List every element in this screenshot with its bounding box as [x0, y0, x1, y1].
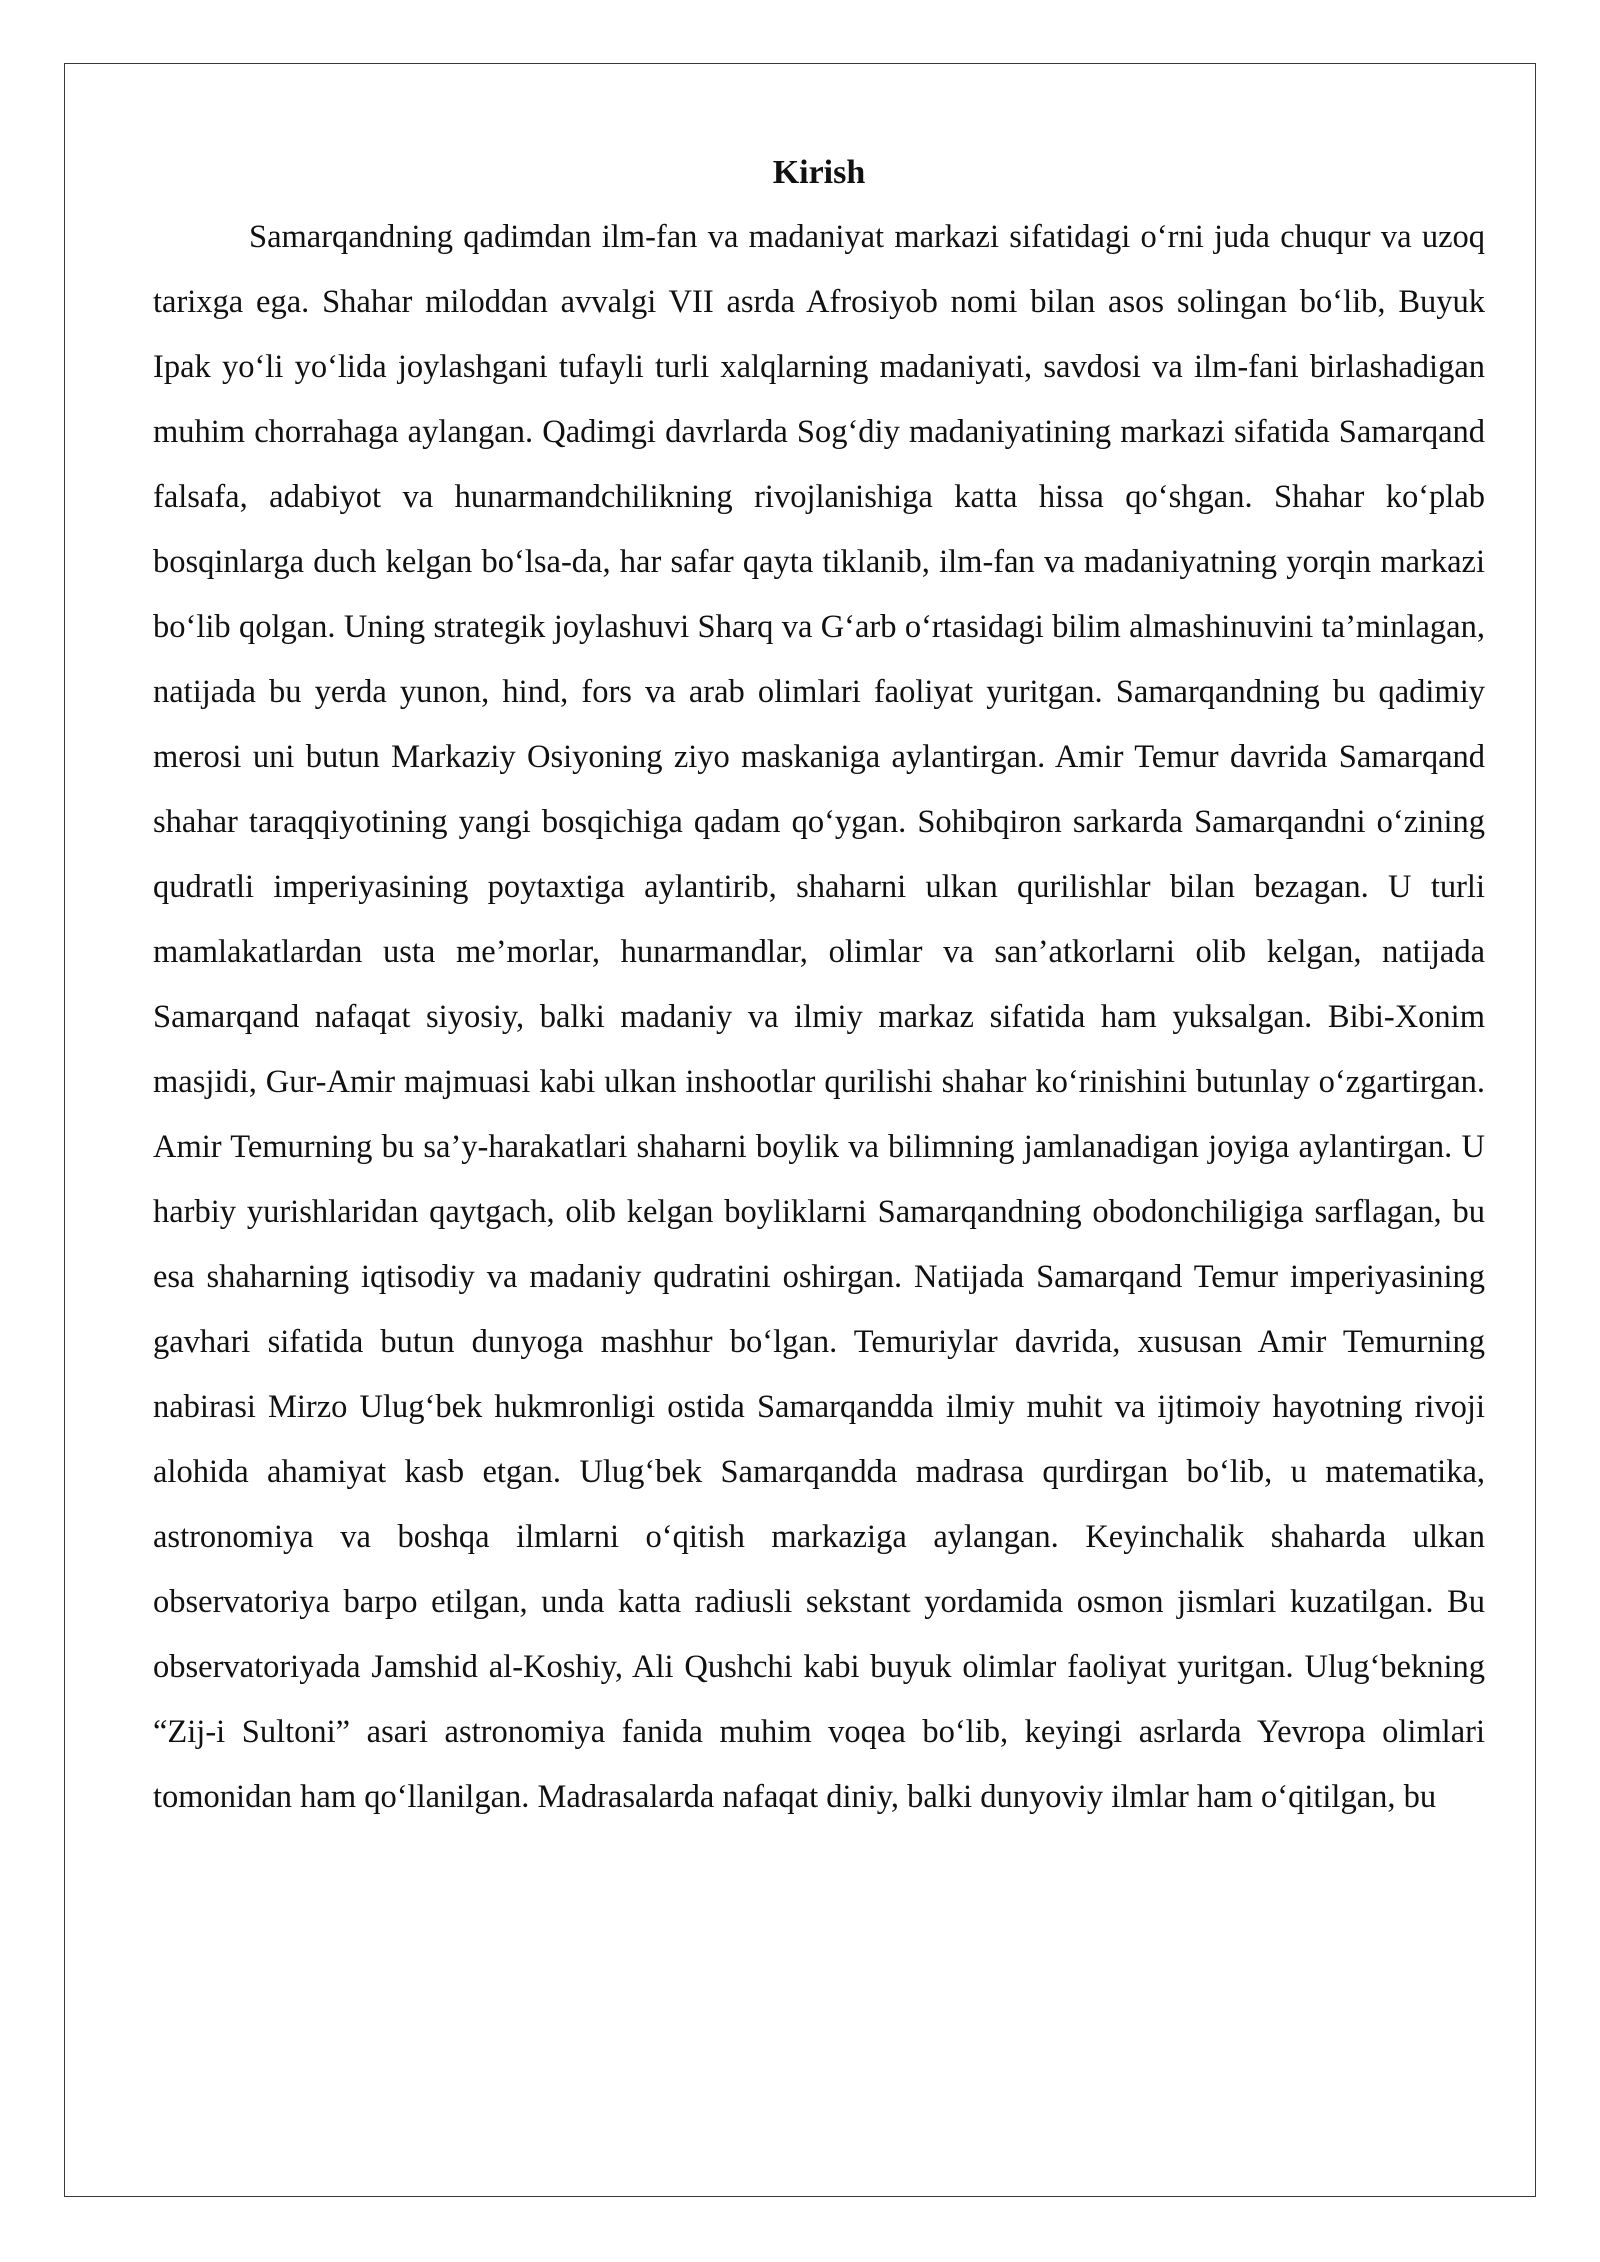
document-title: Kirish — [772, 154, 866, 191]
document-body — [153, 140, 1485, 1830]
body-paragraph: Samarqandning qadimdan ilm-fan va madaniyat markazi sifatidagi o‘rni juda chuqur va uzoq tarixga ega. Shahar miloddan avvalgi VII asrda Afrosiyob nomi bilan asos solingan bo‘lib, Buyuk Ipak yo‘li yo‘lida joylashgani tufayli turli xalqlarning madaniyati, savdosi va ilm-fani birlashadigan muhim chorrahaga aylangan. Qadimgi davrlarda Sog‘diy madaniyatining markazi sifatida Samarqand falsafa, adabiyot va hunarmandchilikning rivojlanishiga katta hissa qo‘shgan. Shahar ko‘plab bosqinlarga duch kelgan bo‘lsa-da, har safar qayta tiklanib, ilm-fan va madaniyatning yorqin markazi bo‘lib qolgan. Uning strategik joylashuvi Sharq va G‘arb o‘rtasidagi bilim almashinuvini ta’minlagan, natijada bu yerda yunon, hind, fors va arab olimlari faoliyat yuritgan. Samarqandning bu qadimiy merosi uni butun Markaziy Osiyoning ziyo maskaniga aylantirgan. Amir Temur davrida Samarqand shahar taraqqiyotining yangi bosqichiga qadam qo‘ygan. Sohibqiron sarkarda Samarqandni o‘zining qudratli imperiyasining poytaxtiga aylantirib, shaharni ulkan qurilishlar bilan bezagan. U turli mamlakatlardan usta me’morlar, hunarmandlar, olimlar va san’atkorlarni olib kelgan, natijada Samarqand nafaqat siyosiy, balki madaniy va ilmiy markaz sifatida ham yuksalgan. Bibi-Xonim masjidi, Gur-Amir majmuasi kabi ulkan inshootlar qurilishi shahar ko‘rinishini butunlay o‘zgartirgan. Amir Temurning bu sa’y-harakatlari shaharni boylik va bilimning jamlanadigan joyiga aylantirgan. U harbiy yurishlaridan qaytgach, olib kelgan boyliklarni Samarqandning obodonchiligiga sarflagan, bu esa shaharning iqtisodiy va madaniy qudratini oshirgan. Natijada Samarqand Temur imperiyasining gavhari sifatida butun dunyoga mashhur bo‘lgan. Temuriylar davrida, xususan Amir Temurning nabirasi Mirzo Ulug‘bek hukmronligi ostida Samarqandda ilmiy muhit va ijtimoiy hayotning rivoji alohida ahamiyat kasb etgan. Ulug‘bek Samarqandda madrasa qurdirgan bo‘lib, u matematika, astronomiya va boshqa ilmlarni o‘qitish markaziga aylangan. Keyinchalik shaharda ulkan observatoriya barpo etilgan, unda katta radiusli sekstant yordamida osmon jismlari kuzatilgan. Bu observatoriyada Jamshid al-Koshiy, Ali Qushchi kabi buyuk olimlar faoliyat yuritgan. Ulug‘bekning “Zij-i Sultoni” asari astronomiya fanida muhim voqea bo‘lib, keyingi asrlarda Yevropa olimlari tomonidan ham qo‘llanilgan. Madrasalarda nafaqat diniy, balki dunyoviy ilmlar ham o‘qitilgan, bu — [153, 219, 1485, 1815]
